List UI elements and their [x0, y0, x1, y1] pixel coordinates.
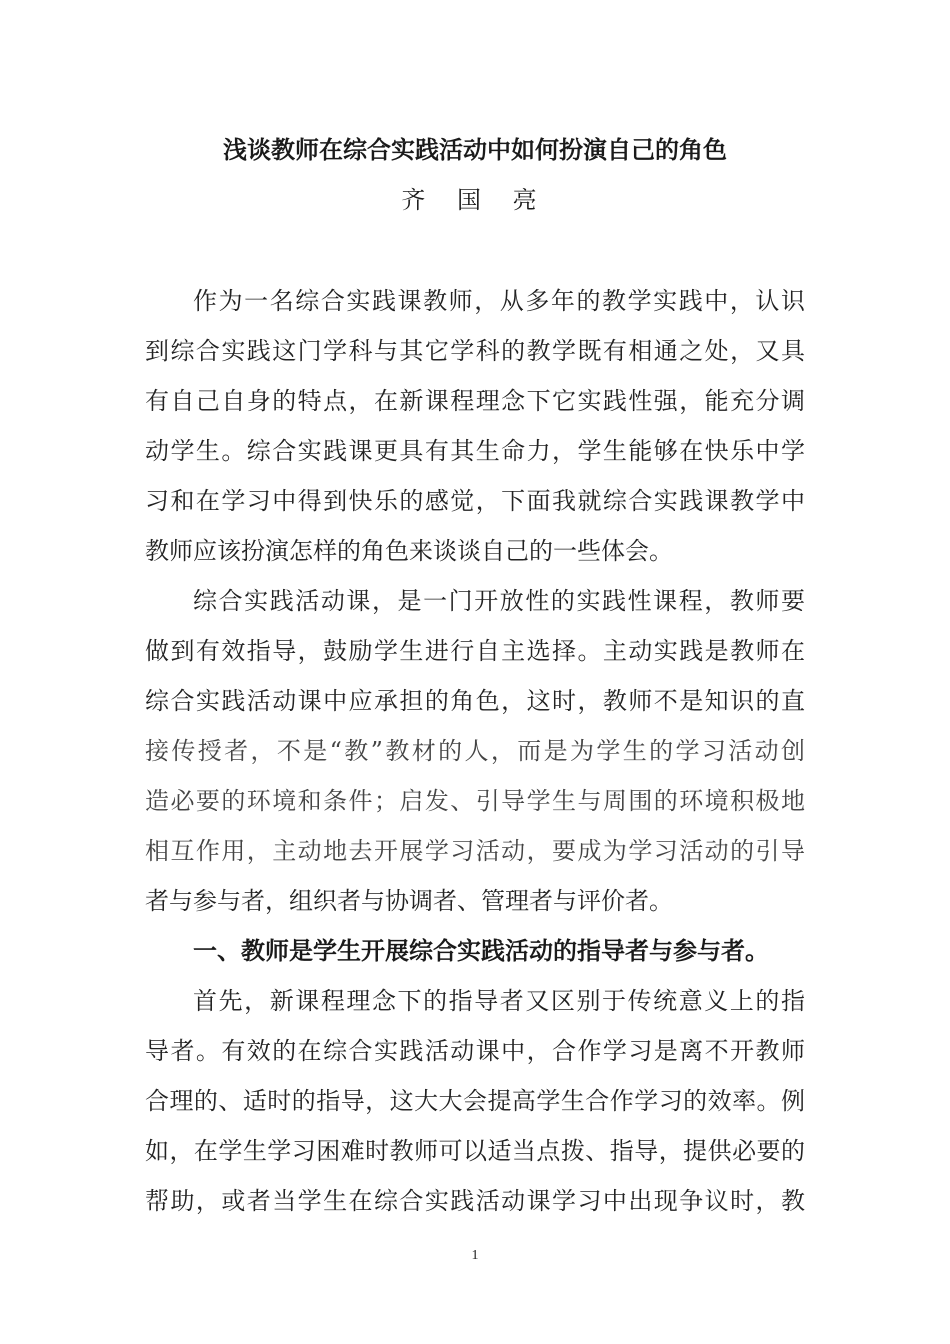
paragraph-3-line-4: 如，在学生学习困难时教师可以适当点拨、指导，提供必要的	[145, 1137, 805, 1165]
paragraph-3-line-3: 合理的、适时的指导，这大大会提高学生合作学习的效率。例	[145, 1087, 805, 1115]
paragraph-2-line-6: 相互作用，主动地去开展学习活动，要成为学习活动的引导	[145, 837, 805, 865]
paragraph-2-line-3: 综合实践活动课中应承担的角色，这时，教师不是知识的直	[145, 687, 805, 715]
document-title: 浅谈教师在综合实践活动中如何扮演自己的角色	[223, 136, 727, 164]
document-author: 齐 国 亮	[401, 186, 549, 214]
page-number: 1	[471, 1248, 479, 1263]
paragraph-2-line-1: 综合实践活动课，是一门开放性的实践性课程，教师要	[193, 587, 805, 615]
paragraph-1-line-2: 到综合实践这门学科与其它学科的教学既有相通之处，又具	[145, 337, 805, 365]
paragraph-1-line-1: 作为一名综合实践课教师，从多年的教学实践中，认识	[193, 287, 805, 315]
paragraph-3-line-2: 导者。有效的在综合实践活动课中，合作学习是离不开教师	[145, 1037, 805, 1065]
paragraph-2-line-7: 者与参与者，组织者与协调者、管理者与评价者。	[145, 887, 673, 915]
paragraph-3-line-5: 帮助，或者当学生在综合实践活动课学习中出现争议时，教	[145, 1187, 805, 1215]
paragraph-1-line-4: 动学生。综合实践课更具有其生命力，学生能够在快乐中学	[145, 437, 805, 465]
paragraph-3-line-1: 首先，新课程理念下的指导者又区别于传统意义上的指	[193, 987, 805, 1015]
paragraph-2-line-4: 接传授者，不是“教”教材的人，而是为学生的学习活动创	[145, 737, 805, 765]
paragraph-1-line-5: 习和在学习中得到快乐的感觉，下面我就综合实践课教学中	[145, 487, 805, 515]
document-body	[145, 276, 805, 1226]
paragraph-1-line-6: 教师应该扮演怎样的角色来谈谈自己的一些体会。	[145, 537, 673, 565]
paragraph-2-line-2: 做到有效指导，鼓励学生进行自主选择。主动实践是教师在	[145, 637, 805, 665]
paragraph-1-line-3: 有自己自身的特点，在新课程理念下它实践性强，能充分调	[145, 387, 805, 415]
paragraph-2-line-5: 造必要的环境和条件；启发、引导学生与周围的环境积极地	[145, 787, 805, 815]
section-heading-1: 一、教师是学生开展综合实践活动的指导者与参与者。	[193, 937, 769, 965]
